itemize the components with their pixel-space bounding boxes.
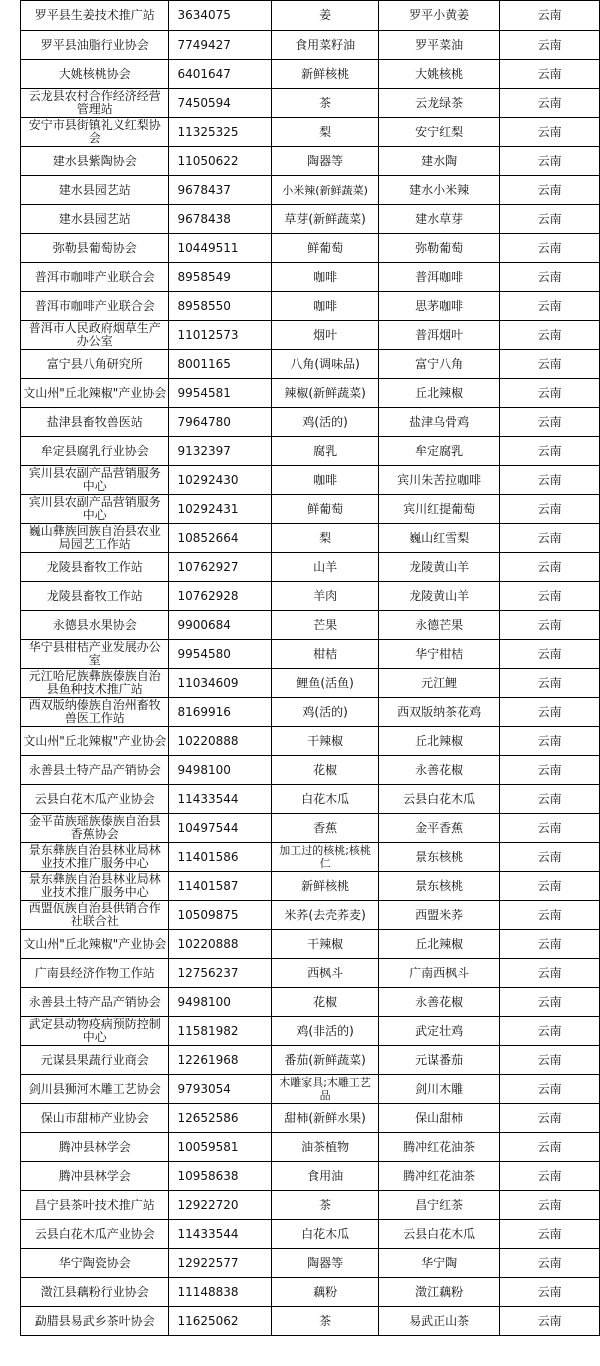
applicant-cell: 富宁县八角研究所 [21,350,169,379]
table-row [21,785,600,814]
mark-name-cell: 丘北辣椒 [378,379,499,408]
table-row [21,89,600,118]
table-row [21,176,600,205]
table-row [21,292,600,321]
registration-number-cell: 12652586 [169,1104,272,1133]
mark-name-cell: 普洱烟叶 [378,321,499,350]
region-cell: 云南 [500,785,600,814]
goods-cell: 咖啡 [272,466,379,495]
mark-name-cell: 永善花椒 [378,756,499,785]
goods-cell: 干辣椒 [272,727,379,756]
registration-number-cell: 10292430 [169,466,272,495]
table-row [21,582,600,611]
mark-name-cell: 富宁八角 [378,350,499,379]
goods-cell: 花椒 [272,756,379,785]
region-cell: 云南 [500,1191,600,1220]
applicant-cell: 云县白花木瓜产业协会 [21,785,169,814]
goods-cell: 陶器等 [272,147,379,176]
goods-cell: 腐乳 [272,437,379,466]
registration-number-cell: 10497544 [169,814,272,843]
region-cell: 云南 [500,321,600,350]
region-cell: 云南 [500,292,600,321]
registration-number-cell: 11401587 [169,872,272,901]
region-cell: 云南 [500,1278,600,1307]
applicant-cell: 景东彝族自治县林业局林业技术推广服务中心 [21,872,169,901]
region-cell: 云南 [500,60,600,89]
table-row [21,727,600,756]
goods-cell: 鲤鱼(活鱼) [272,669,379,698]
region-cell: 云南 [500,379,600,408]
mark-name-cell: 大姚核桃 [378,60,499,89]
region-cell: 云南 [500,31,600,60]
table-row [21,1075,600,1104]
registration-number-cell: 11401586 [169,843,272,872]
registration-number-cell: 11433544 [169,785,272,814]
applicant-cell: 宾川县农副产品营销服务中心 [21,495,169,524]
applicant-cell: 文山州"丘北辣椒"产业协会 [21,930,169,959]
table-row [21,1104,600,1133]
table-row [21,756,600,785]
applicant-cell: 武定县动物疫病预防控制中心 [21,1017,169,1046]
registration-number-cell: 11581982 [169,1017,272,1046]
region-cell: 云南 [500,669,600,698]
applicant-cell: 永善县土特产品产销协会 [21,988,169,1017]
table-body [21,1,600,1336]
table-row [21,321,600,350]
table-row [21,1191,600,1220]
goods-cell: 茶 [272,1191,379,1220]
applicant-cell: 龙陵县畜牧工作站 [21,582,169,611]
table-row [21,263,600,292]
registration-number-cell: 10958638 [169,1162,272,1191]
region-cell: 云南 [500,89,600,118]
table-row [21,1133,600,1162]
goods-cell: 梨 [272,118,379,147]
table-row [21,553,600,582]
mark-name-cell: 元谋番茄 [378,1046,499,1075]
applicant-cell: 元谋县果蔬行业商会 [21,1046,169,1075]
goods-cell: 新鲜核桃 [272,872,379,901]
registration-number-cell: 10509875 [169,901,272,930]
mark-name-cell: 永善花椒 [378,988,499,1017]
applicant-cell: 广南县经济作物工作站 [21,959,169,988]
applicant-cell: 牟定县腐乳行业协会 [21,437,169,466]
region-cell: 云南 [500,727,600,756]
applicant-cell: 腾冲县林学会 [21,1133,169,1162]
registration-number-cell: 10220888 [169,930,272,959]
registration-number-cell: 9498100 [169,988,272,1017]
region-cell: 云南 [500,582,600,611]
mark-name-cell: 广南西枫斗 [378,959,499,988]
applicant-cell: 西盟佤族自治县供销合作社联合社 [21,901,169,930]
registration-number-cell: 9900684 [169,611,272,640]
table-row [21,60,600,89]
mark-name-cell: 保山甜柿 [378,1104,499,1133]
registration-number-cell: 8169916 [169,698,272,727]
region-cell: 云南 [500,1017,600,1046]
applicant-cell: 宾川县农副产品营销服务中心 [21,466,169,495]
applicant-cell: 弥勒县葡萄协会 [21,234,169,263]
mark-name-cell: 华宁陶 [378,1249,499,1278]
goods-cell: 食用菜籽油 [272,31,379,60]
mark-name-cell: 普洱咖啡 [378,263,499,292]
goods-cell: 鸡(非活的) [272,1017,379,1046]
table-row [21,1249,600,1278]
table-row [21,205,600,234]
table-row [21,1046,600,1075]
applicant-cell: 巍山彝族回族自治县农业局园艺工作站 [21,524,169,553]
goods-cell: 加工过的核桃;核桃仁 [272,843,379,872]
goods-cell: 西枫斗 [272,959,379,988]
goods-cell: 新鲜核桃 [272,60,379,89]
region-cell: 云南 [500,843,600,872]
mark-name-cell: 金平香蕉 [378,814,499,843]
applicant-cell: 罗平县生姜技术推广站 [21,1,169,31]
registration-number-cell: 9954580 [169,640,272,669]
table-row [21,437,600,466]
region-cell: 云南 [500,1249,600,1278]
table-row [21,872,600,901]
applicant-cell: 元江哈尼族彝族傣族自治县鱼种技术推广站 [21,669,169,698]
table-row [21,1220,600,1249]
mark-name-cell: 西双版纳茶花鸡 [378,698,499,727]
region-cell: 云南 [500,205,600,234]
applicant-cell: 安宁市县街镇礼义红梨协会 [21,118,169,147]
registration-number-cell: 8958549 [169,263,272,292]
goods-cell: 鲜葡萄 [272,234,379,263]
applicant-cell: 建水县园艺站 [21,205,169,234]
region-cell: 云南 [500,611,600,640]
region-cell: 云南 [500,640,600,669]
region-cell: 云南 [500,524,600,553]
table-row [21,1162,600,1191]
region-cell: 云南 [500,147,600,176]
goods-cell: 山羊 [272,553,379,582]
goods-cell: 鲜葡萄 [272,495,379,524]
goods-cell: 小米辣(新鲜蔬菜) [272,176,379,205]
applicant-cell: 景东彝族自治县林业局林业技术推广服务中心 [21,843,169,872]
region-cell: 云南 [500,756,600,785]
goods-cell: 柑桔 [272,640,379,669]
goods-cell: 芒果 [272,611,379,640]
goods-cell: 白花木瓜 [272,785,379,814]
mark-name-cell: 丘北辣椒 [378,930,499,959]
mark-name-cell: 盐津乌骨鸡 [378,408,499,437]
region-cell: 云南 [500,988,600,1017]
registration-number-cell: 6401647 [169,60,272,89]
table-row [21,843,600,872]
region-cell: 云南 [500,553,600,582]
goods-cell: 香蕉 [272,814,379,843]
mark-name-cell: 思茅咖啡 [378,292,499,321]
applicant-cell: 剑川县狮河木雕工艺协会 [21,1075,169,1104]
applicant-cell: 普洱市人民政府烟草生产办公室 [21,321,169,350]
region-cell: 云南 [500,350,600,379]
applicant-cell: 华宁县柑桔产业发展办公室 [21,640,169,669]
region-cell: 云南 [500,1046,600,1075]
goods-cell: 咖啡 [272,292,379,321]
mark-name-cell: 牟定腐乳 [378,437,499,466]
registration-number-cell: 11148838 [169,1278,272,1307]
table-row [21,147,600,176]
table-row [21,640,600,669]
registration-number-cell: 9793054 [169,1075,272,1104]
goods-cell: 藕粉 [272,1278,379,1307]
mark-name-cell: 景东核桃 [378,843,499,872]
goods-cell: 白花木瓜 [272,1220,379,1249]
region-cell: 云南 [500,466,600,495]
registration-number-cell: 10449511 [169,234,272,263]
region-cell: 云南 [500,176,600,205]
mark-name-cell: 腾冲红花油茶 [378,1162,499,1191]
registration-number-cell: 8958550 [169,292,272,321]
applicant-cell: 罗平县油脂行业协会 [21,31,169,60]
mark-name-cell: 华宁柑桔 [378,640,499,669]
applicant-cell: 建水县园艺站 [21,176,169,205]
mark-name-cell: 元江鲤 [378,669,499,698]
region-cell: 云南 [500,408,600,437]
goods-cell: 烟叶 [272,321,379,350]
table-row [21,1,600,31]
mark-name-cell: 弥勒葡萄 [378,234,499,263]
registration-number-cell: 10059581 [169,1133,272,1162]
goods-cell: 米荞(去壳荞麦) [272,901,379,930]
mark-name-cell: 景东核桃 [378,872,499,901]
applicant-cell: 勐腊县易武乡茶叶协会 [21,1307,169,1336]
applicant-cell: 普洱市咖啡产业联合会 [21,292,169,321]
region-cell: 云南 [500,1104,600,1133]
applicant-cell: 昌宁县茶叶技术推广站 [21,1191,169,1220]
registration-number-cell: 9678438 [169,205,272,234]
mark-name-cell: 澂江藕粉 [378,1278,499,1307]
region-cell: 云南 [500,1307,600,1336]
goods-cell: 八角(调味品) [272,350,379,379]
mark-name-cell: 建水草芽 [378,205,499,234]
table-row [21,118,600,147]
region-cell: 云南 [500,263,600,292]
region-cell: 云南 [500,118,600,147]
mark-name-cell: 昌宁红茶 [378,1191,499,1220]
goods-cell: 茶 [272,89,379,118]
table-row [21,350,600,379]
table-row [21,1017,600,1046]
table-row [21,1307,600,1336]
registration-number-cell: 10852664 [169,524,272,553]
region-cell: 云南 [500,1075,600,1104]
mark-name-cell: 龙陵黄山羊 [378,582,499,611]
registration-number-cell: 10292431 [169,495,272,524]
region-cell: 云南 [500,1220,600,1249]
registration-number-cell: 11625062 [169,1307,272,1336]
mark-name-cell: 宾川红提葡萄 [378,495,499,524]
goods-cell: 木雕家具;木雕工艺品 [272,1075,379,1104]
table-row [21,959,600,988]
registration-number-cell: 11325325 [169,118,272,147]
goods-cell: 食用油 [272,1162,379,1191]
applicant-cell: 文山州"丘北辣椒"产业协会 [21,379,169,408]
registration-number-cell: 3634075 [169,1,272,31]
mark-name-cell: 丘北辣椒 [378,727,499,756]
mark-name-cell: 罗平小黄姜 [378,1,499,31]
applicant-cell: 华宁陶瓷协会 [21,1249,169,1278]
region-cell: 云南 [500,901,600,930]
mark-name-cell: 云龙绿茶 [378,89,499,118]
table-row [21,930,600,959]
applicant-cell: 云县白花木瓜产业协会 [21,1220,169,1249]
applicant-cell: 普洱市咖啡产业联合会 [21,263,169,292]
table-row [21,814,600,843]
registration-number-cell: 10762928 [169,582,272,611]
trademark-table [20,0,600,1336]
registration-number-cell: 10220888 [169,727,272,756]
goods-cell: 鸡(活的) [272,698,379,727]
mark-name-cell: 宾川朱苦拉咖啡 [378,466,499,495]
registration-number-cell: 7964780 [169,408,272,437]
registration-number-cell: 9954581 [169,379,272,408]
registration-number-cell: 8001165 [169,350,272,379]
goods-cell: 草芽(新鲜蔬菜) [272,205,379,234]
mark-name-cell: 永德芒果 [378,611,499,640]
table-row [21,988,600,1017]
mark-name-cell: 武定壮鸡 [378,1017,499,1046]
goods-cell: 梨 [272,524,379,553]
mark-name-cell: 易武正山茶 [378,1307,499,1336]
applicant-cell: 西双版纳傣族自治州畜牧兽医工作站 [21,698,169,727]
region-cell: 云南 [500,234,600,263]
region-cell: 云南 [500,872,600,901]
applicant-cell: 保山市甜柿产业协会 [21,1104,169,1133]
table-row [21,379,600,408]
table-row [21,669,600,698]
registration-number-cell: 7749427 [169,31,272,60]
mark-name-cell: 西盟米荞 [378,901,499,930]
region-cell: 云南 [500,930,600,959]
table-row [21,1278,600,1307]
goods-cell: 羊肉 [272,582,379,611]
goods-cell: 姜 [272,1,379,31]
table-row [21,524,600,553]
mark-name-cell: 建水陶 [378,147,499,176]
region-cell: 云南 [500,1,600,31]
registration-number-cell: 12261968 [169,1046,272,1075]
registration-number-cell: 11050622 [169,147,272,176]
goods-cell: 花椒 [272,988,379,1017]
region-cell: 云南 [500,1162,600,1191]
applicant-cell: 金平苗族瑶族傣族自治县香蕉协会 [21,814,169,843]
mark-name-cell: 云县白花木瓜 [378,1220,499,1249]
region-cell: 云南 [500,1133,600,1162]
goods-cell: 干辣椒 [272,930,379,959]
applicant-cell: 澂江县藕粉行业协会 [21,1278,169,1307]
goods-cell: 辣椒(新鲜蔬菜) [272,379,379,408]
mark-name-cell: 龙陵黄山羊 [378,553,499,582]
mark-name-cell: 腾冲红花油茶 [378,1133,499,1162]
registration-number-cell: 9132397 [169,437,272,466]
registration-number-cell: 11433544 [169,1220,272,1249]
goods-cell: 咖啡 [272,263,379,292]
applicant-cell: 永善县土特产品产销协会 [21,756,169,785]
table-row [21,466,600,495]
applicant-cell: 盐津县畜牧兽医站 [21,408,169,437]
applicant-cell: 建水县紫陶协会 [21,147,169,176]
goods-cell: 油茶植物 [272,1133,379,1162]
table-row [21,408,600,437]
mark-name-cell: 剑川木雕 [378,1075,499,1104]
registration-number-cell: 9678437 [169,176,272,205]
applicant-cell: 云龙县农村合作经济经营管理站 [21,89,169,118]
region-cell: 云南 [500,698,600,727]
mark-name-cell: 建水小米辣 [378,176,499,205]
mark-name-cell: 罗平菜油 [378,31,499,60]
registration-number-cell: 7450594 [169,89,272,118]
goods-cell: 陶器等 [272,1249,379,1278]
registration-number-cell: 12922577 [169,1249,272,1278]
applicant-cell: 文山州"丘北辣椒"产业协会 [21,727,169,756]
region-cell: 云南 [500,814,600,843]
table-row [21,495,600,524]
goods-cell: 甜柿(新鲜水果) [272,1104,379,1133]
registration-number-cell: 9498100 [169,756,272,785]
goods-cell: 番茄(新鲜蔬菜) [272,1046,379,1075]
mark-name-cell: 云县白花木瓜 [378,785,499,814]
applicant-cell: 腾冲县林学会 [21,1162,169,1191]
mark-name-cell: 安宁红梨 [378,118,499,147]
table-row [21,698,600,727]
table-row [21,611,600,640]
applicant-cell: 大姚核桃协会 [21,60,169,89]
applicant-cell: 永德县水果协会 [21,611,169,640]
region-cell: 云南 [500,495,600,524]
goods-cell: 鸡(活的) [272,408,379,437]
registration-number-cell: 10762927 [169,553,272,582]
region-cell: 云南 [500,437,600,466]
goods-cell: 茶 [272,1307,379,1336]
applicant-cell: 龙陵县畜牧工作站 [21,553,169,582]
registration-number-cell: 12922720 [169,1191,272,1220]
table-row [21,31,600,60]
mark-name-cell: 巍山红雪梨 [378,524,499,553]
registration-number-cell: 11034609 [169,669,272,698]
registration-number-cell: 11012573 [169,321,272,350]
registration-number-cell: 12756237 [169,959,272,988]
region-cell: 云南 [500,959,600,988]
table-row [21,234,600,263]
table-row [21,901,600,930]
